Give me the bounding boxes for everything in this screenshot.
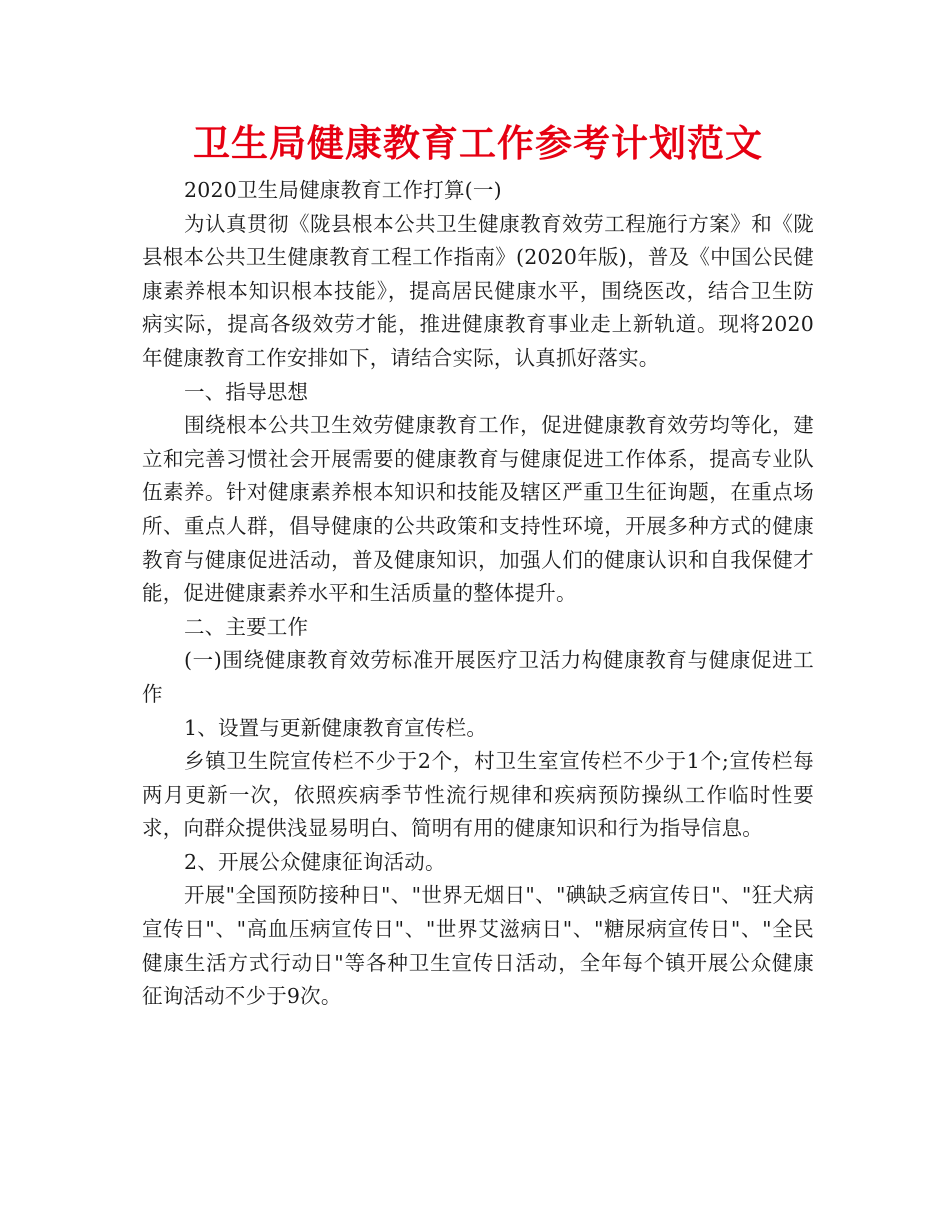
document-page (142, 118, 814, 1014)
intro-paragraph: 为认真贯彻《陇县根本公共卫生健康教育效劳工程施行方案》和《陇县根本公共卫生健康教育工程工作指南》(2020年版)，普及《中国公民健康素养根本知识根本技能》，提高居民健康水平，围绕医改，结合卫生防病实际，提高各级效劳才能，推进健康教育事业走上新轨道。现将2020年健康教育工作安排如下，请结合实际，认真抓好落实。 (142, 211, 814, 370)
subsection-heading-1: (一)围绕健康教育效劳标准开展医疗卫活力构健康教育与健康促进工作 (142, 648, 814, 706)
item-heading-2: 2、开展公众健康征询活动。 (184, 849, 446, 874)
item-heading-1: 1、设置与更新健康教育宣传栏。 (184, 715, 488, 740)
section-heading-main-work: 二、主要工作 (184, 614, 309, 639)
guiding-ideology-paragraph: 围绕根本公共卫生效劳健康教育工作，促进健康教育效劳均等化，建立和完善习惯社会开展需要的健康教育与健康促进工作体系，提高专业队伍素养。针对健康素养根本知识和技能及辖区严重卫生征询题，在重点场所、重点人群，倡导健康的公共政策和支持性环境，开展多种方式的健康教育与健康促进活动，普及健康知识，加强人们的健康认识和自我保健才能，促进健康素养水平和生活质量的整体提升。 (142, 413, 814, 606)
item-paragraph-1: 乡镇卫生院宣传栏不少于2个，村卫生室宣传栏不少于1个;宣传栏每两月更新一次，依照疾病季节性流行规律和疾病预防操纵工作临时性要求，向群众提供浅显易明白、简明有用的健康知识和行为指导信息。 (142, 749, 814, 841)
document-title: 卫生局健康教育工作参考计划范文 (193, 122, 763, 165)
item-paragraph-2: 开展"全国预防接种日"、"世界无烟日"、"碘缺乏病宣传日"、"狂犬病宣传日"、"高血压病宣传日"、"世界艾滋病日"、"糖尿病宣传日"、"全民健康生活方式行动日"等各种卫生宣传日活动，全年每个镇开展公众健康征询活动不少于9次。 (142, 883, 814, 1009)
subtitle-paragraph: 2020卫生局健康教育工作打算(一) (184, 178, 502, 202)
section-heading-guiding-ideology: 一、指导思想 (184, 379, 309, 404)
